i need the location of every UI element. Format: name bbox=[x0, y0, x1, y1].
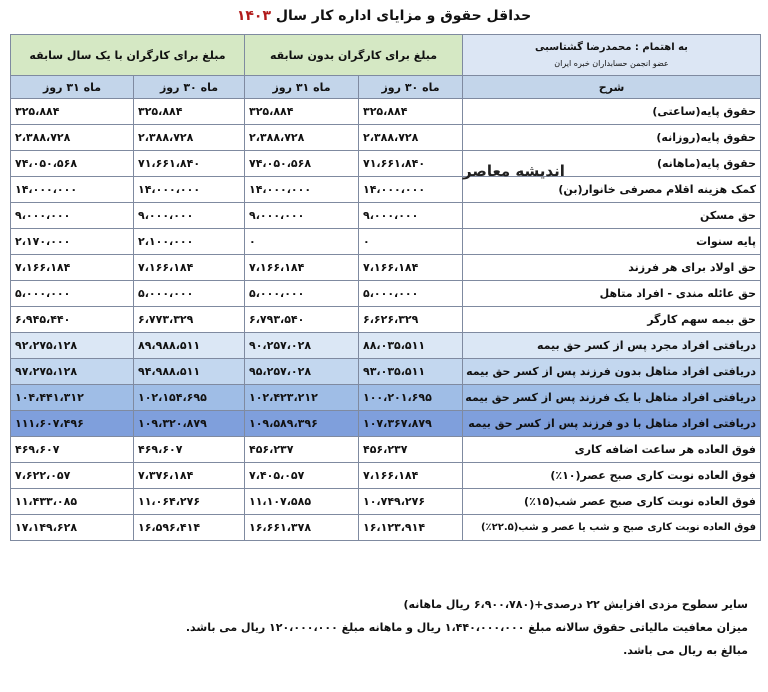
row-label: دریافتی افراد متاهل با یک فرزند پس از کسر حق بیمه bbox=[463, 385, 761, 411]
value-cell: ۱۰۲،۱۵۴،۶۹۵ bbox=[134, 385, 245, 411]
value-cell: ۵،۰۰۰،۰۰۰ bbox=[359, 281, 463, 307]
value-cell: ۱۱،۴۳۳،۰۸۵ bbox=[11, 489, 134, 515]
table-row bbox=[11, 333, 761, 359]
row-label: حقوق پایه(ساعتی) bbox=[463, 99, 761, 125]
value-cell: ۷،۶۲۲،۰۵۷ bbox=[11, 463, 134, 489]
table-row bbox=[11, 255, 761, 281]
table-row bbox=[11, 151, 761, 177]
value-cell: ۱۴،۰۰۰،۰۰۰ bbox=[134, 177, 245, 203]
value-cell: ۹۰،۲۵۷،۰۲۸ bbox=[245, 333, 359, 359]
row-label: حق عائله مندی - افراد متاهل bbox=[463, 281, 761, 307]
value-cell: ۱۴،۰۰۰،۰۰۰ bbox=[359, 177, 463, 203]
value-cell: ۷۱،۶۶۱،۸۴۰ bbox=[134, 151, 245, 177]
value-cell: ۶،۷۹۳،۵۴۰ bbox=[245, 307, 359, 333]
value-cell: ۹۴،۹۸۸،۵۱۱ bbox=[134, 359, 245, 385]
value-cell: ۲،۱۰۰،۰۰۰ bbox=[134, 229, 245, 255]
value-cell: ۲،۳۸۸،۷۲۸ bbox=[359, 125, 463, 151]
group-no-experience: مبلغ برای کارگران بدون سابقه bbox=[245, 35, 463, 76]
table-row bbox=[11, 203, 761, 229]
value-cell: ۵،۰۰۰،۰۰۰ bbox=[11, 281, 134, 307]
notes bbox=[8, 598, 748, 667]
value-cell: ۱۱۱،۶۰۷،۴۹۶ bbox=[11, 411, 134, 437]
value-cell: ۷،۱۶۶،۱۸۴ bbox=[359, 255, 463, 281]
row-label: دریافتی افراد مجرد پس از کسر حق بیمه bbox=[463, 333, 761, 359]
group-one-year: مبلغ برای کارگران با یک سال سابقه bbox=[11, 35, 245, 76]
table-row bbox=[11, 307, 761, 333]
row-label: فوق العاده هر ساعت اضافه کاری bbox=[463, 437, 761, 463]
row-label: دریافتی افراد متاهل با دو فرزند پس از کسر حق بیمه bbox=[463, 411, 761, 437]
value-cell: ۷،۱۶۶،۱۸۴ bbox=[134, 255, 245, 281]
value-cell: ۱۴،۰۰۰،۰۰۰ bbox=[245, 177, 359, 203]
value-cell: ۷۱،۶۶۱،۸۴۰ bbox=[359, 151, 463, 177]
note-line: سایر سطوح مزدی افزایش ۲۲ درصدی+(۶،۹۰۰،۷۸۰ ریال ماهانه) bbox=[403, 598, 748, 611]
row-label: حقوق پایه(روزانه) bbox=[463, 125, 761, 151]
header-row-groups bbox=[11, 35, 761, 76]
value-cell: ۵،۰۰۰،۰۰۰ bbox=[245, 281, 359, 307]
value-cell: ۷،۳۷۶،۱۸۴ bbox=[134, 463, 245, 489]
value-cell: ۱۶،۱۲۳،۹۱۴ bbox=[359, 515, 463, 541]
table-row bbox=[11, 281, 761, 307]
col-31-header: ماه ۳۱ روز bbox=[245, 76, 359, 99]
value-cell: ۹،۰۰۰،۰۰۰ bbox=[245, 203, 359, 229]
value-cell: ۷۴،۰۵۰،۵۶۸ bbox=[245, 151, 359, 177]
table-row bbox=[11, 437, 761, 463]
row-label: حقوق پایه(ماهانه) bbox=[463, 151, 761, 177]
col-30-header: ماه ۳۰ روز bbox=[359, 76, 463, 99]
value-cell: ۱۰۹،۵۸۹،۳۹۶ bbox=[245, 411, 359, 437]
row-label: حق اولاد برای هر فرزند bbox=[463, 255, 761, 281]
note-line: میزان معافیت مالیاتی حقوق سالانه مبلغ ۱،۴۴۰،۰۰۰،۰۰۰ ریال و ماهانه مبلغ ۱۲۰،۰۰۰،۰۰۰ ریال می باشد. bbox=[185, 621, 748, 634]
value-cell: ۱۰،۷۴۹،۲۷۶ bbox=[359, 489, 463, 515]
value-cell: ۲،۳۸۸،۷۲۸ bbox=[134, 125, 245, 151]
value-cell: ۲،۱۷۰،۰۰۰ bbox=[11, 229, 134, 255]
value-cell: ۵،۰۰۰،۰۰۰ bbox=[134, 281, 245, 307]
col-31-header: ماه ۳۱ روز bbox=[11, 76, 134, 99]
value-cell: ۹۳،۰۳۵،۵۱۱ bbox=[359, 359, 463, 385]
value-cell: ۷،۴۰۵،۰۵۷ bbox=[245, 463, 359, 489]
value-cell: ۱۰۰،۲۰۱،۶۹۵ bbox=[359, 385, 463, 411]
row-label: فوق العاده نوبت کاری صبح عصر شب(۱۵٪) bbox=[463, 489, 761, 515]
value-cell: ۱۰۴،۴۴۱،۳۱۲ bbox=[11, 385, 134, 411]
value-cell: ۳۲۵،۸۸۴ bbox=[359, 99, 463, 125]
row-label: دریافتی افراد متاهل بدون فرزند پس از کسر حق بیمه bbox=[463, 359, 761, 385]
value-cell: ۹۲،۲۷۵،۱۲۸ bbox=[11, 333, 134, 359]
value-cell: ۹،۰۰۰،۰۰۰ bbox=[359, 203, 463, 229]
table-row bbox=[11, 229, 761, 255]
value-cell: ۶،۶۲۶،۳۲۹ bbox=[359, 307, 463, 333]
title-text: حداقل حقوق و مزایای اداره کار سال bbox=[271, 8, 532, 24]
value-cell: ۶،۷۷۳،۳۲۹ bbox=[134, 307, 245, 333]
org-affiliation: عضو انجمن حسابداران خبره ایران bbox=[554, 59, 669, 68]
value-cell: ۸۹،۹۸۸،۵۱۱ bbox=[134, 333, 245, 359]
value-cell: ۹،۰۰۰،۰۰۰ bbox=[11, 203, 134, 229]
value-cell: ۸۸،۰۳۵،۵۱۱ bbox=[359, 333, 463, 359]
value-cell: ۳۲۵،۸۸۴ bbox=[245, 99, 359, 125]
note-line: مبالغ به ریال می باشد. bbox=[623, 644, 748, 657]
col-desc-header: شرح bbox=[463, 76, 761, 99]
table-row bbox=[11, 515, 761, 541]
value-cell: ۱۶،۶۶۱،۳۷۸ bbox=[245, 515, 359, 541]
row-label: فوق العاده نوبت کاری صبح و شب یا عصر و شب(۲۲.۵٪) bbox=[463, 515, 761, 541]
page-title bbox=[0, 8, 768, 24]
table-row bbox=[11, 463, 761, 489]
value-cell: ۲،۳۸۸،۷۲۸ bbox=[11, 125, 134, 151]
row-label: پایه سنوات bbox=[463, 229, 761, 255]
row-label: حق مسکن bbox=[463, 203, 761, 229]
table-row bbox=[11, 125, 761, 151]
header-row-columns bbox=[11, 76, 761, 99]
value-cell: ۹۷،۲۷۵،۱۲۸ bbox=[11, 359, 134, 385]
value-cell: ۴۶۹،۶۰۷ bbox=[11, 437, 134, 463]
watermark-text: اندیشه معاصر bbox=[463, 162, 565, 180]
value-cell: ۰ bbox=[245, 229, 359, 255]
value-cell: ۲،۳۸۸،۷۲۸ bbox=[245, 125, 359, 151]
value-cell: ۳۲۵،۸۸۴ bbox=[134, 99, 245, 125]
wage-table bbox=[10, 34, 761, 541]
value-cell: ۷،۱۶۶،۱۸۴ bbox=[11, 255, 134, 281]
row-label: فوق العاده نوبت کاری صبح عصر(۱۰٪) bbox=[463, 463, 761, 489]
value-cell: ۴۵۶،۲۳۷ bbox=[359, 437, 463, 463]
table-row bbox=[11, 359, 761, 385]
org-cell bbox=[463, 35, 761, 76]
table-row bbox=[11, 411, 761, 437]
value-cell: ۶،۹۴۵،۴۴۰ bbox=[11, 307, 134, 333]
value-cell: ۳۲۵،۸۸۴ bbox=[11, 99, 134, 125]
row-label: حق بیمه سهم کارگر bbox=[463, 307, 761, 333]
value-cell: ۹،۰۰۰،۰۰۰ bbox=[134, 203, 245, 229]
table-row bbox=[11, 99, 761, 125]
value-cell: ۴۶۹،۶۰۷ bbox=[134, 437, 245, 463]
col-30-header: ماه ۳۰ روز bbox=[134, 76, 245, 99]
value-cell: ۷،۱۶۶،۱۸۴ bbox=[245, 255, 359, 281]
row-label: کمک هزینه اقلام مصرفی خانوار(بن) bbox=[463, 177, 761, 203]
org-name: به اهتمام : محمدرضا گشتاسبی bbox=[535, 42, 688, 53]
value-cell: ۱۰۲،۴۲۳،۲۱۲ bbox=[245, 385, 359, 411]
value-cell: ۴۵۶،۲۳۷ bbox=[245, 437, 359, 463]
table-row bbox=[11, 489, 761, 515]
value-cell: ۱۰۹،۳۲۰،۸۷۹ bbox=[134, 411, 245, 437]
value-cell: ۷۴،۰۵۰،۵۶۸ bbox=[11, 151, 134, 177]
value-cell: ۱۱،۱۰۷،۵۸۵ bbox=[245, 489, 359, 515]
value-cell: ۱۶،۵۹۶،۴۱۴ bbox=[134, 515, 245, 541]
value-cell: ۱۴،۰۰۰،۰۰۰ bbox=[11, 177, 134, 203]
value-cell: ۷،۱۶۶،۱۸۴ bbox=[359, 463, 463, 489]
table-row bbox=[11, 177, 761, 203]
title-year: ۱۴۰۳ bbox=[236, 8, 271, 24]
value-cell: ۱۰۷،۳۶۷،۸۷۹ bbox=[359, 411, 463, 437]
value-cell: ۱۷،۱۴۹،۶۲۸ bbox=[11, 515, 134, 541]
value-cell: ۰ bbox=[359, 229, 463, 255]
value-cell: ۱۱،۰۶۴،۲۷۶ bbox=[134, 489, 245, 515]
table-row bbox=[11, 385, 761, 411]
value-cell: ۹۵،۲۵۷،۰۲۸ bbox=[245, 359, 359, 385]
